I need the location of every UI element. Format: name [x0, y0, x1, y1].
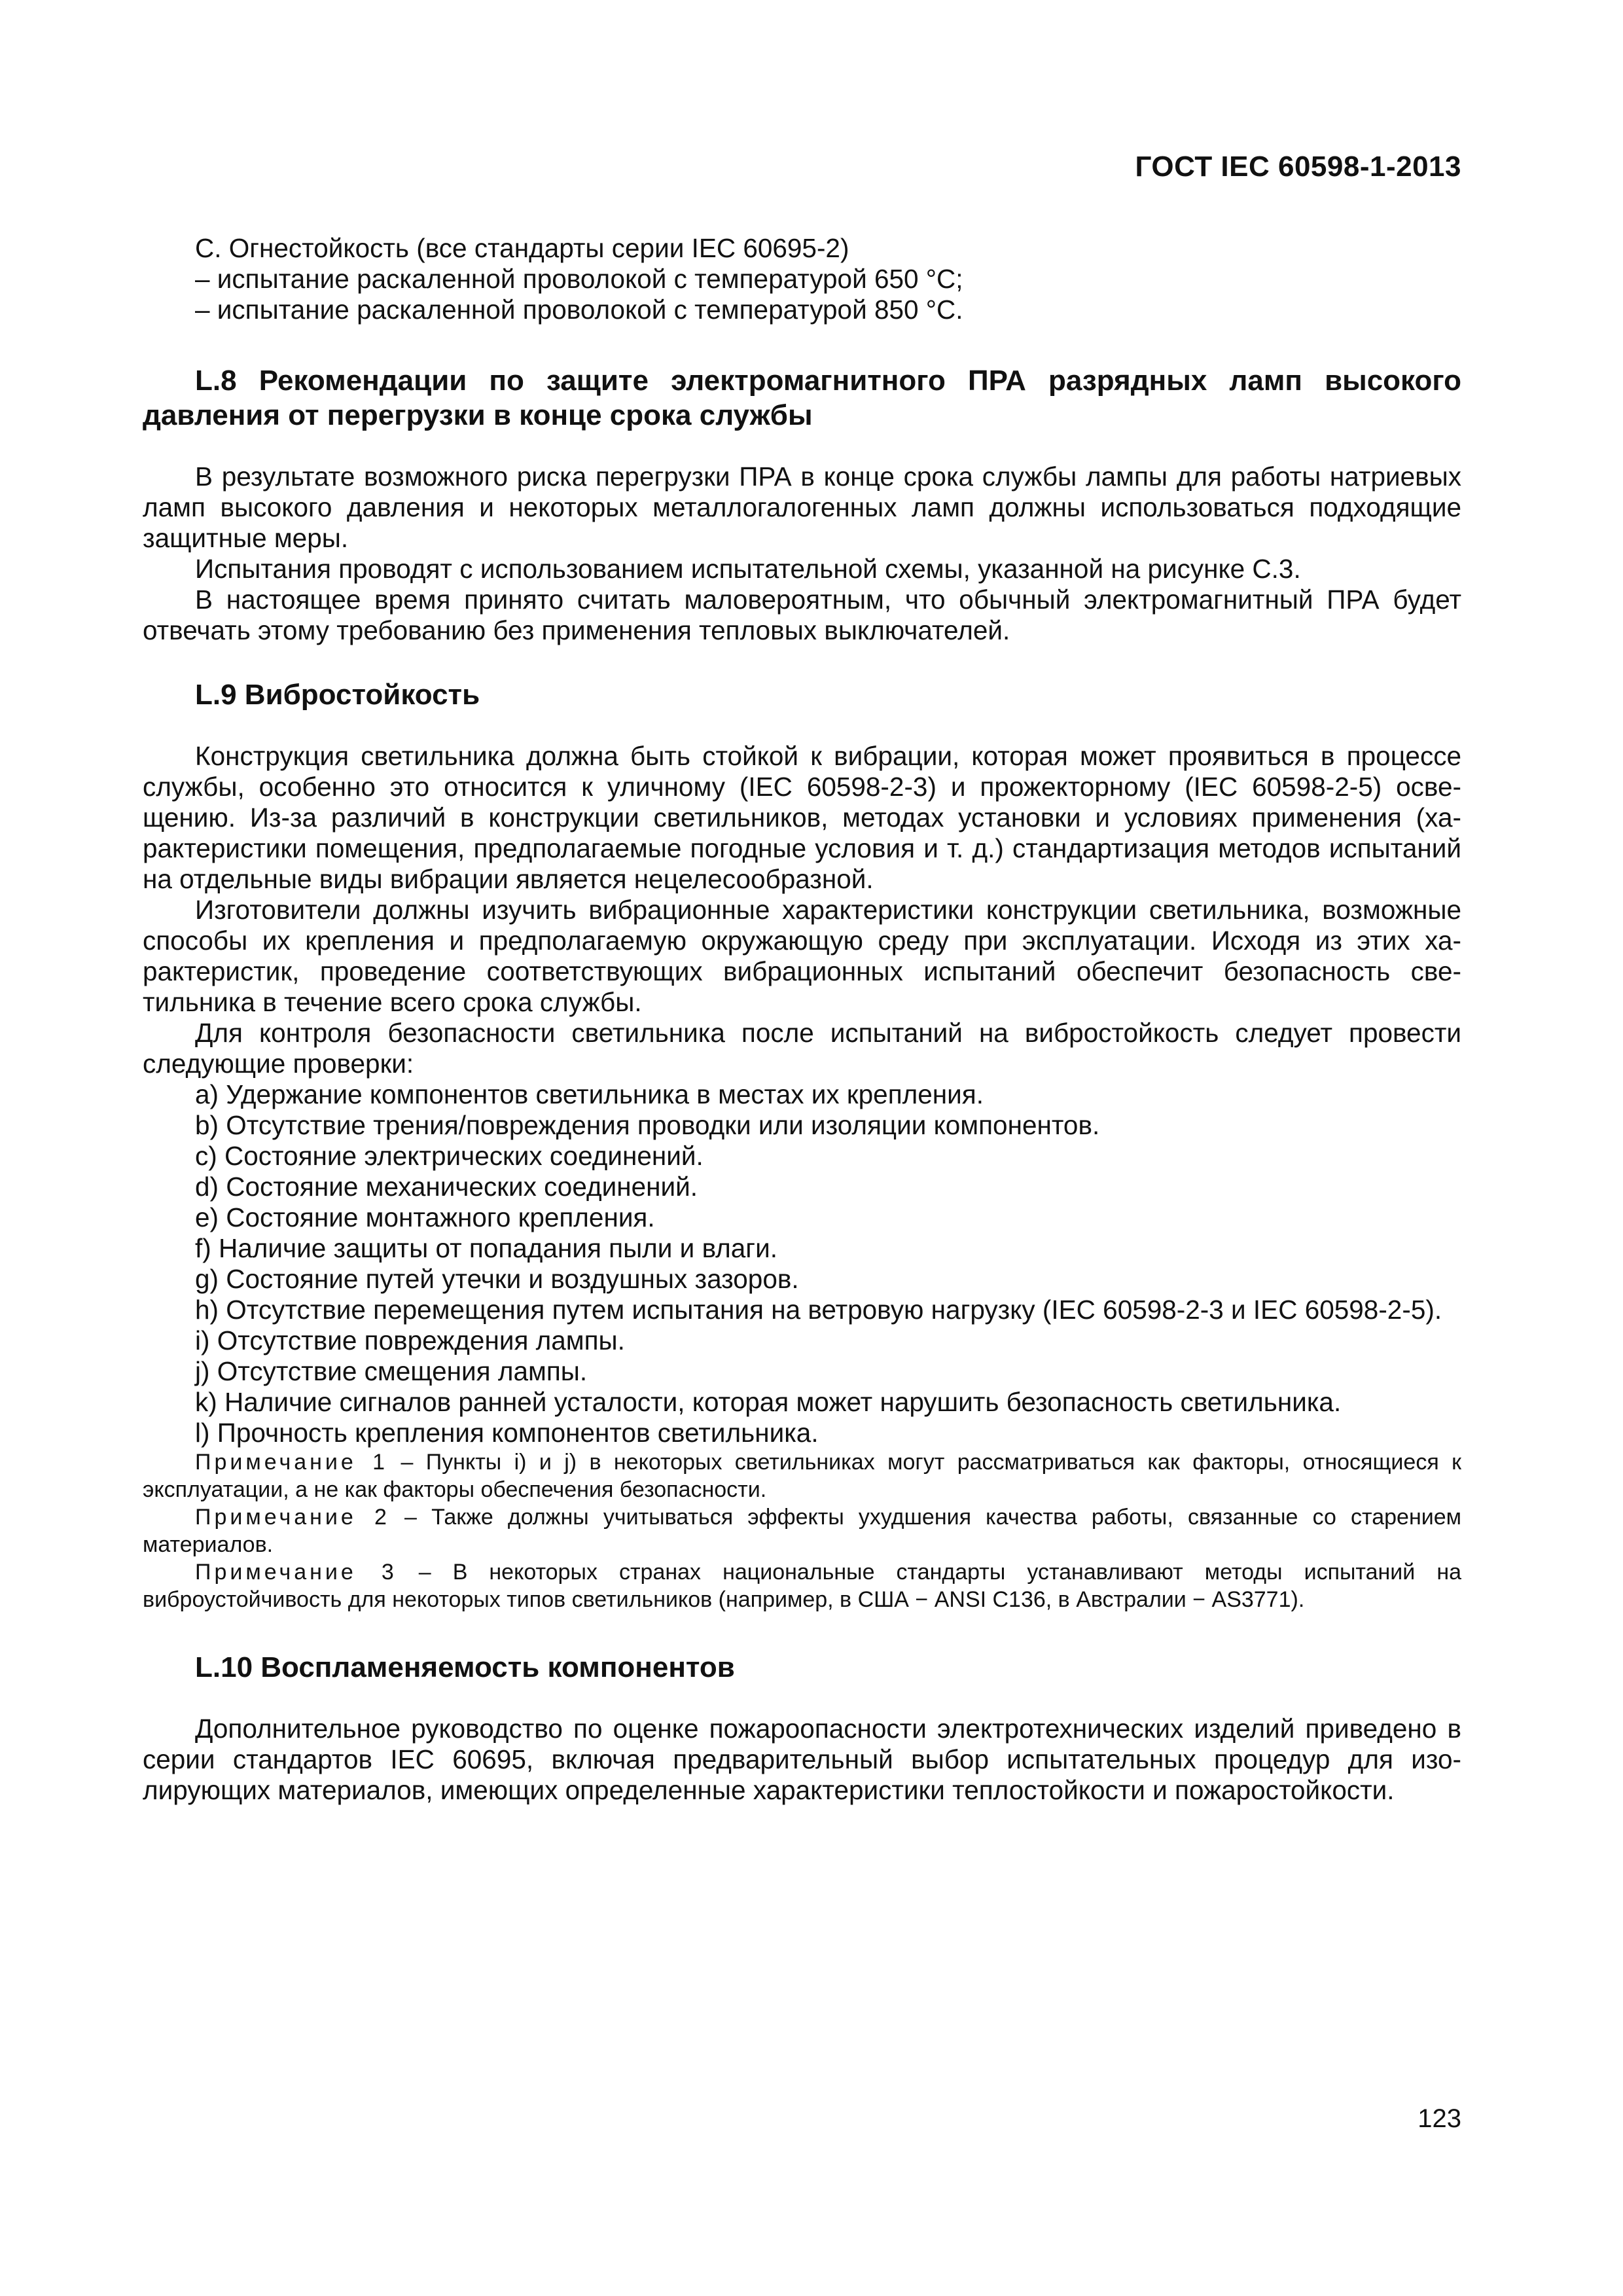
intro-item: – испытание раскаленной проволокой с температурой 850 °C.	[195, 295, 963, 325]
note-label: Примечание 3	[195, 1560, 397, 1585]
paragraph: В результате возможного риска перегрузки ПРА в конце срока службы лампы для работы натриевых ламп высокого давления и некоторых металлогалогенных ламп должны использоваться подходящие защитные меры.	[143, 461, 1461, 553]
standard-id: ГОСТ IEC 60598-1-2013	[1135, 151, 1461, 183]
section-heading-l8: L.8 Рекомендации по защите электромагнитного ПРА разрядных ламп высокого давления от перегрузки в конце срока службы	[143, 365, 1461, 431]
check-item: i) Отсутствие повреждения лампы.	[195, 1325, 625, 1355]
intro-title: С. Огнестойкость (все стандарты серии IEC 60695-2)	[195, 233, 849, 263]
page-content	[143, 233, 1461, 1806]
page-number: 123	[1418, 2104, 1461, 2133]
check-item: h) Отсутствие перемещения путем испытания на ветровую нагрузку (IEC 60598-2-3 и IEC 60598-2-5).	[195, 1295, 1442, 1325]
note-label: Примечание 1	[195, 1450, 389, 1475]
check-item: a) Удержание компонентов светильника в местах их крепления.	[195, 1079, 984, 1109]
check-item: l) Прочность крепления компонентов светильника.	[195, 1418, 819, 1448]
paragraph: Для контроля безопасности светильника после испытаний на вибростойкость следует провести следующие проверки:	[143, 1018, 1461, 1079]
check-item: d) Состояние механических соединений.	[195, 1172, 698, 1202]
section-heading-l10: L.10 Воспламеняемость компонентов	[195, 1651, 735, 1683]
intro-item: – испытание раскаленной проволокой с температурой 650 °C;	[195, 264, 963, 294]
check-item: j) Отсутствие смещения лампы.	[195, 1356, 588, 1386]
check-item: f) Наличие защиты от попадания пыли и влаги.	[195, 1233, 777, 1263]
paragraph: Дополнительное руководство по оценке пожароопасности электротехнических изделий приведено в серии стандартов IEC 60695, включая предварительный выбор испытательных процедур для изолирующих материалов, имеющих определенные характеристики теплостойкости и пожаростойкости.	[143, 1713, 1461, 1805]
check-item: g) Состояние путей утечки и воздушных зазоров.	[195, 1264, 799, 1294]
check-item: b) Отсутствие трения/повреждения проводки или изоляции компонентов.	[195, 1110, 1100, 1140]
paragraph: Испытания проводят с использованием испытательной схемы, указанной на рисунке С.3.	[195, 554, 1301, 584]
note-text: – Пункты i) и j) в некоторых светильниках могут рассматриваться как факторы, относящиеся к эксплуатации, а не как факторы обеспечения безопасности.	[143, 1450, 1461, 1502]
paragraph: Конструкция светильника должна быть стойкой к вибрации, которая может проявиться в процессе службы, особенно это относится к уличному (IEC 60598-2-3) и прожекторному (IEC 60598-2-5) освещению. Из-за различий в конструкции светильников, методах установки и условиях применения (характеристики помещения, предполагаемые погодные условия и т. д.) стандартизация методов испытаний на отдельные виды вибрации является нецелесообразной.	[143, 741, 1461, 894]
check-item: c) Состояние электрических соединений.	[195, 1141, 704, 1171]
paragraph: В настоящее время принято считать маловероятным, что обычный электромагнитный ПРА будет отвечать этому требованию без применения тепловых выключателей.	[143, 584, 1461, 645]
check-item: k) Наличие сигналов ранней усталости, которая может нарушить безопасность светильника.	[195, 1387, 1342, 1417]
note-text: – В некоторых странах национальные стандарты устанавливают методы испытаний на виброустойчивость для некоторых типов светильников (например, в США − ANSI C136, в Австралии − AS3771).	[143, 1560, 1461, 1612]
note-label: Примечание 2	[195, 1505, 390, 1530]
note	[143, 1558, 1461, 1613]
check-item: e) Состояние монтажного крепления.	[195, 1202, 655, 1232]
paragraph: Изготовители должны изучить вибрационные характеристики конструкции светильника, возможные способы их крепления и предполагаемую окружающую среду при эксплуатации. Исходя из этих характеристик, проведение соответствующих вибрационных испытаний обеспечит безопасность светильника в течение всего срока службы.	[143, 895, 1461, 1017]
note-text: – Также должны учитываться эффекты ухудшения качества работы, связанные со старением материалов.	[143, 1505, 1462, 1557]
section-heading-l9: L.9 Вибростойкость	[195, 679, 480, 711]
note	[143, 1503, 1461, 1558]
note	[143, 1448, 1461, 1503]
